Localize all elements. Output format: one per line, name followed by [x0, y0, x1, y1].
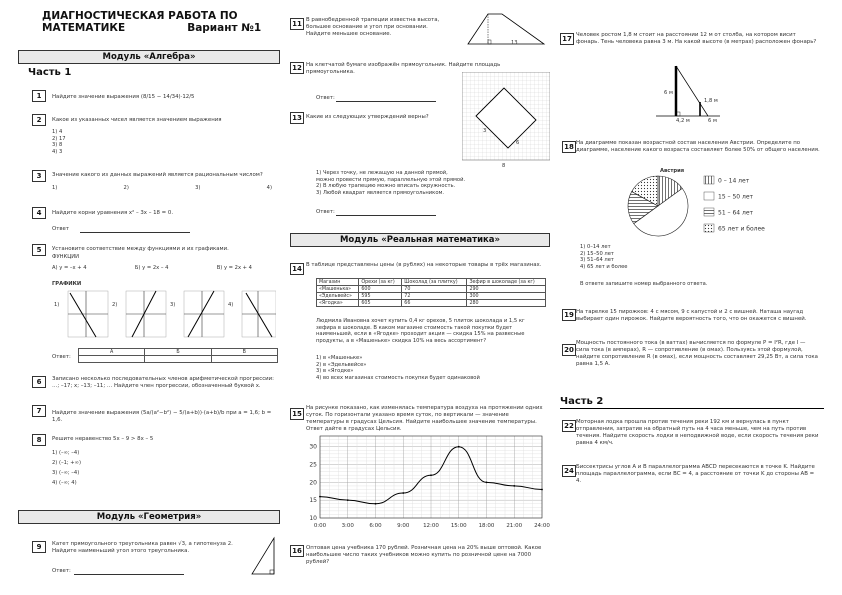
answer-col-v: В [211, 349, 277, 356]
pie-slices [628, 176, 688, 236]
question-number: 14 [290, 263, 304, 275]
q12-answer-line[interactable] [336, 101, 436, 102]
x-tick-label: 9:00 [397, 523, 410, 529]
q20-text: Мощность постоянного тока (в ваттах) вычисляется по формуле P = I²R, где I — сила тока (в амперах), R — сопротивление (в омах). Пользуясь этой формулой, найдите сопротивление R (в омах), если мощность составляет 29,25 Вт, а сила тока равна 1,5 А. [576, 340, 818, 367]
y-tick-label: 30 [309, 443, 317, 451]
question-number: 17 [560, 33, 574, 45]
answer-cell[interactable] [211, 356, 277, 363]
question-number: 5 [32, 244, 46, 256]
x-tick-label: 6:00 [369, 523, 382, 529]
pie-title: Австрия [660, 168, 685, 174]
question-number: 16 [290, 545, 304, 557]
x-tick-label: 15:00 [450, 523, 467, 529]
q11-text: В равнобедренной трапеции известна высота, большее основание и угол при основании. Найдите меньшее основание. [306, 17, 440, 37]
legend-label: 65 лет и более [718, 225, 765, 233]
title-line1: ДИАГНОСТИЧЕСКАЯ РАБОТА ПО [42, 10, 238, 22]
data-point [458, 446, 460, 448]
doc-title [42, 10, 282, 34]
q15-text: На рисунке показано, как изменялась температура воздуха на протяжении одних суток. По горизонтали указано время суток, по вертикали — значение температуры в градусах Цельсия. Найдите наибольшее значение температуры. Ответ дайте в градусах Цельсия. [306, 405, 543, 432]
q8-options: 1) (–∞; –4) 2) (–1; +∞) 3) (–∞; –4) 4) (–∞; 4) [52, 450, 81, 486]
answer-cell[interactable] [145, 356, 211, 363]
q13-text: Какие из следующих утверждений верны? [306, 114, 429, 120]
data-point [486, 481, 488, 483]
q7-text: Найдите значение выражения (5a/(a²−b²) − 5/(a+b))·(a+b)/b при a = 1,6; b = 1,6. [52, 410, 272, 423]
age-pie-chart [622, 172, 822, 242]
q2-text: Какое из указанных чисел является значением выражения [52, 117, 222, 123]
q4-answer-label: Ответ [52, 226, 70, 232]
answer-col-a: А [79, 349, 145, 356]
q12-figure-label: 8 [502, 163, 506, 169]
y-tick-label: 15 [309, 497, 317, 505]
legend-swatch [704, 192, 714, 200]
q9-answer-line[interactable] [74, 574, 184, 575]
q18-text: На диаграмме показан возрастной состав населения Австрии. Определите по диаграмме, население какого возраста составляет более 50% от общего населения. [576, 140, 820, 153]
part2-heading: Часть 2 [560, 396, 604, 407]
x-tick-label: 12:00 [423, 523, 439, 529]
q14-text: В таблице представлены цены (в рублях) на некоторые товары в трёх магазинах. [306, 262, 542, 268]
question-number: 20 [562, 344, 576, 356]
x-tick-label: 21:00 [506, 523, 523, 529]
q5-answer-table [78, 348, 278, 363]
title-line2: МАТЕМАТИКЕ [42, 22, 126, 34]
q5-sub: ФУНКЦИИ [52, 254, 79, 260]
data-point [347, 499, 349, 501]
graph-4 [242, 291, 276, 337]
legend-label: 15 – 50 лет [718, 193, 754, 201]
question-number: 9 [32, 541, 46, 553]
q17-text: Человек ростом 1,8 м стоит на расстоянии 12 м от столба, на котором висит фонарь. Тень человека равна 3 м. На какой высоте (в метрах) расположен фонарь? [576, 32, 817, 45]
q16-text: Оптовая цена учебника 170 рублей. Розничная цена на 20% выше оптовой. Какое наибольшее число таких учебников можно купить по розничной цене на 7000 рублей? [306, 545, 542, 565]
module-real-math-bar: Модуль «Реальная математика» [290, 233, 550, 247]
data-point [402, 492, 404, 494]
module-geometry-bar: Модуль «Геометрия» [18, 510, 280, 524]
q3-options: 1) 2) 3) 4) [52, 185, 272, 191]
question-number: 15 [290, 408, 304, 420]
q9-triangle-figure [248, 536, 278, 576]
q5-functions: А) y = –x + 4 Б) y = 2x – 4 В) y = 2x + 4 [52, 265, 252, 271]
q12-grid-figure [462, 72, 550, 162]
q11-figure-label: 13 [511, 40, 518, 46]
q13-answer-label: Ответ: [316, 209, 335, 215]
q9-answer-label: Ответ: [52, 568, 71, 574]
q19-text: На тарелке 15 пирожков: 4 с мясом, 9 с капустой и 2 с вишней. Наташа наугад выбирает один пирожок. Найдите вероятность того, что он окажется с вишней. [576, 309, 807, 322]
question-number: 12 [290, 62, 304, 74]
data-point [319, 496, 321, 498]
q12-figure-label: 3 [483, 128, 487, 134]
column-right [560, 0, 824, 595]
q17-figure-label: 4,2 м [676, 118, 690, 124]
legend-swatch [704, 224, 714, 232]
table-header-cell: Магазин [317, 279, 359, 286]
q9-text: Катет прямоугольного треугольника равен √3, а гипотенуза 2. Найдите наименьший угол этого треугольника. [52, 541, 233, 554]
q14-price-table [316, 278, 546, 307]
q13-answer-line[interactable] [336, 215, 436, 216]
x-tick-label: 0:00 [313, 523, 327, 529]
answer-col-b: Б [145, 349, 211, 356]
q4-text: Найдите корни уравнения x² – 3x – 18 = 0. [52, 210, 174, 216]
q12-answer-label: Ответ: [316, 95, 335, 101]
x-tick-label: 24:00 [534, 523, 550, 529]
q4-answer-line[interactable] [80, 232, 190, 233]
question-number: 6 [32, 376, 46, 388]
q18-options: 1) 0–14 лет 2) 15–50 лет 3) 51–64 лет 4) 65 лет и более [580, 244, 628, 270]
table-header-cell: Зефир в шоколаде (за кг) [467, 279, 546, 286]
table-row: «Машенька» 600 70 290 [317, 286, 546, 293]
data-point [541, 489, 543, 491]
variant-label: Вариант №1 [187, 22, 262, 34]
x-tick-label: 3:00 [341, 523, 354, 529]
part2-divider [560, 408, 824, 409]
q18-answer-note: В ответе запишите номер выбранного ответа. [580, 281, 708, 287]
q14-options: 1) в «Машеньке» 2) в «Эдельвейсе» 3) в «Ягодке» 4) во всех магазинах стоимость покупки будет одинаковой [316, 355, 480, 381]
q14-body: Людмила Ивановна хочет купить 0,4 кг орехов, 5 плиток шоколада и 1,5 кг зефира в шоколаде. В каком магазине стоимость такой покупки будет наименьшей, если в «Ягодке» проходит акция — скидка 15% на развесные продукты, а в «Машеньке» скидка 10% на весь ассортимент? [316, 318, 525, 344]
data-point [430, 474, 432, 476]
q12-figure-label: 6 [516, 140, 520, 146]
q5-answer-label: Ответ: [52, 354, 71, 360]
question-number: 19 [562, 309, 576, 321]
graph-1 [68, 291, 108, 337]
legend-swatch [704, 208, 714, 216]
q11-trapezoid-figure [466, 10, 548, 52]
q17-figure-label: 6 м [664, 90, 673, 96]
question-number: 18 [562, 141, 576, 153]
table-row: «Эдельвейс» 595 72 300 [317, 293, 546, 300]
question-number: 1 [32, 90, 46, 102]
question-number: 7 [32, 405, 46, 417]
answer-cell[interactable] [79, 356, 145, 363]
question-number: 8 [32, 434, 46, 446]
q6-text: Записано несколько последовательных членов арифметической прогрессии: …; –17; x; –13; –11; … Найдите член прогрессии, обозначенный буквой x. [52, 376, 274, 389]
table-header-cell: Орехи (за кг) [359, 279, 402, 286]
q22-text: Моторная лодка прошла против течения реки 192 км и вернулась в пункт отправления, затратив на обратный путь на 4 часа меньше, чем на путь против течения. Найдите скорость лодки в неподвижной воде, если скорость течения реки равна 4 км/ч. [576, 419, 819, 446]
y-tick-label: 25 [309, 461, 317, 469]
q24-text: Биссектрисы углов A и B параллелограмма ABCD пересекаются в точке K. Найдите площадь параллелограмма, если BC = 4, а расстояние от точки K до стороны AB = 4. [576, 464, 815, 484]
graph-3 [184, 291, 224, 337]
graph-2 [126, 291, 166, 337]
q13-options: 1) Через точку, не лежащую на данной прямой, можно провести прямую, параллельную этой прямой. 2) В любую трапецию можно вписать окружность. 3) Любой квадрат является прямоугольником. [316, 170, 466, 196]
table-row: «Ягодка» 605 66 280 [317, 300, 546, 307]
column-middle [290, 0, 550, 595]
question-number: 4 [32, 207, 46, 219]
q3-text: Значение какого из данных выражений является рациональным числом? [52, 172, 263, 178]
q17-figure-label: 6 м [708, 118, 717, 124]
y-tick-label: 10 [309, 515, 317, 522]
data-point [513, 485, 515, 487]
question-number: 3 [32, 170, 46, 182]
q2-options: 1) 4 2) 17 3) 8 4) 3 [52, 129, 66, 155]
question-number: 11 [290, 18, 304, 30]
data-point [375, 503, 377, 505]
table-header-cell: Шоколад (за плитку) [402, 279, 467, 286]
x-tick-label: 18:00 [478, 523, 495, 529]
temperature-line-chart [304, 432, 550, 532]
q17-figure-label: 1,8 м [704, 98, 718, 104]
question-number: 22 [562, 420, 576, 432]
question-number: 13 [290, 112, 304, 124]
legend-label: 51 – 64 лет [718, 209, 754, 217]
legend-swatch [704, 176, 714, 184]
module-algebra-bar: Модуль «Алгебра» [18, 50, 280, 64]
question-number: 2 [32, 114, 46, 126]
part1-heading: Часть 1 [28, 67, 72, 78]
column-left: ДИАГНОСТИЧЕСКАЯ РАБОТА ПО МАТЕМАТИКЕ Вариант №1 Модуль «Алгебра» Часть 1 1 Найдите значение выражения (8/15 − 14/34)·12/5 2 Какое из указанных чисел является значением выражения 1) 4 2) 17 3) 8 4) 3 3 Значение какого из данных выражений является рациональным числом? 1) 2) 3) 4) 4 Найдите корни уравнения x² – 3x – 18 = 0. Ответ 5 Установите соответствие между функциями и их графиками. ФУНКЦИИ А) y = –x + 4 Б) y = 2x – 4 В) y = 2x + 4 ГРАФИКИ 1) 2) 3) 4) Ответ: А Б В 6 Записано несколько последовательных членов арифметической прогрессии: …; –17; x; –13; –11; … Найдите член прогрессии, обозначенный буквой x. 7 Найдите значение выражения (5a/(a²−b²) − 5/(a+b))·(a+b)/b при a = 1,6; b = 1,6. 8 Решите неравенство 5x – 9 > 8x – 5 1) (–∞; –4) 2) (–1; +∞) 3) (–∞; –4) 4) (–∞; 4) Модуль «Геометрия» 9 Катет прямоугольного треугольника равен √3, а гипотенуза 2. Найдите наименьший угол этого треугольника. Ответ: [18, 0, 280, 595]
q1-text: Найдите значение выражения (8/15 − 14/34)·12/5 [52, 94, 195, 100]
q12-text: На клетчатой бумаге изображён прямоугольник. Найдите площадь прямоугольника. [306, 62, 501, 75]
q5-graphs-label: ГРАФИКИ [52, 281, 82, 287]
q5-text: Установите соответствие между функциями и их графиками. [52, 246, 229, 252]
q5-graphs [52, 289, 276, 343]
q8-text: Решите неравенство 5x – 9 > 8x – 5 [52, 436, 154, 442]
legend-label: 0 – 14 лет [718, 177, 750, 185]
question-number: 24 [562, 465, 576, 477]
pie-legend [704, 176, 765, 233]
q17-lamp-figure [650, 64, 730, 126]
y-tick-label: 20 [309, 479, 317, 487]
